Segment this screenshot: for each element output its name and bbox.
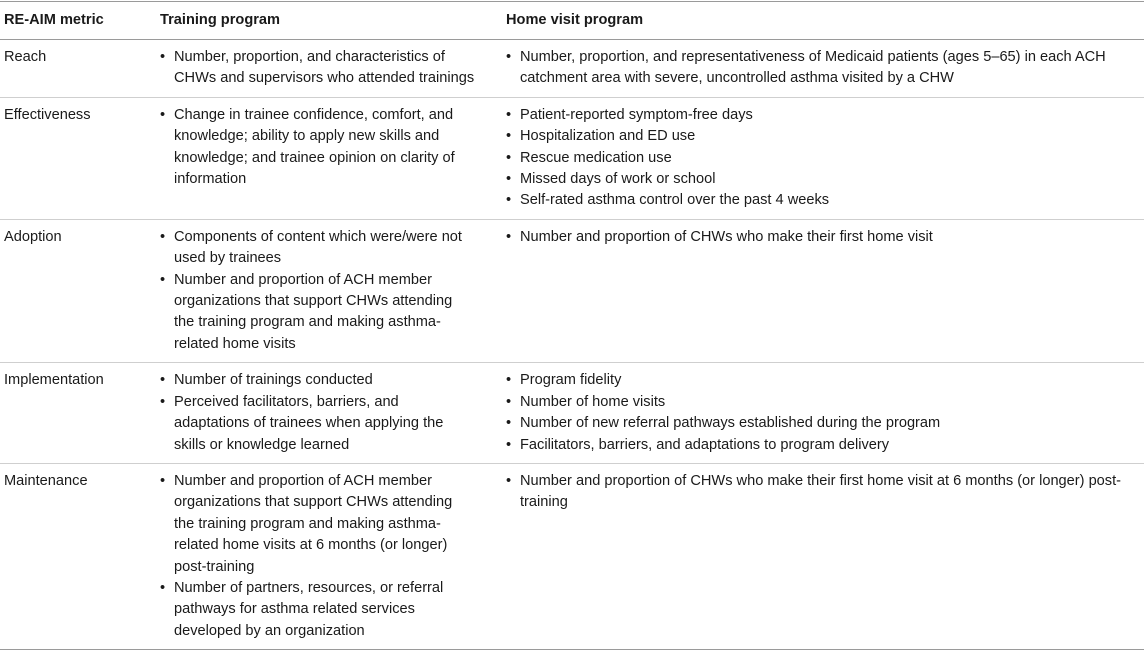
table-header-row	[0, 2, 1144, 40]
list-item: • Number of partners, resources, or referral pathways for asthma related services developed by an organization	[160, 578, 476, 642]
home-visit-cell	[506, 40, 1144, 97]
header-training-program: Training program	[160, 11, 281, 28]
training-cell	[160, 220, 506, 362]
training-cell	[160, 464, 506, 649]
home-visit-cell	[506, 98, 1144, 219]
list-item: • Number, proportion, and characteristics of CHWs and supervisors who attended trainings	[160, 47, 476, 90]
training-cell	[160, 98, 506, 219]
list-item: • Number and proportion of ACH member organizations that support CHWs attending the training program and making asthma-related home visits	[160, 270, 476, 356]
training-cell	[160, 363, 506, 463]
list-item: • Number of new referral pathways established during the program	[506, 413, 1124, 434]
list-item: • Change in trainee confidence, comfort, and knowledge; ability to apply new skills and knowledge; and trainee opinion on clarity of information	[160, 105, 476, 191]
table-row-implementation	[0, 363, 1144, 464]
list-item: • Number and proportion of ACH member organizations that support CHWs attending the training program and making asthma-related home visits at 6 months (or longer) post-training	[160, 471, 476, 578]
list-item: • Facilitators, barriers, and adaptations to program delivery	[506, 435, 1124, 456]
list-item: • Components of content which were/were not used by trainees	[160, 227, 476, 270]
list-item: • Missed days of work or school	[506, 169, 1124, 190]
table-row-reach	[0, 40, 1144, 98]
list-item: • Patient-reported symptom-free days	[506, 105, 1124, 126]
list-item: • Perceived facilitators, barriers, and adaptations of trainees when applying the skills or knowledge learned	[160, 392, 476, 456]
header-re-aim-metric: RE-AIM metric	[4, 11, 104, 28]
home-visit-cell	[506, 464, 1144, 649]
home-visit-cell	[506, 363, 1144, 463]
list-item: • Program fidelity	[506, 370, 1124, 391]
metric-cell: Adoption	[4, 228, 62, 245]
list-item: • Rescue medication use	[506, 148, 1124, 169]
table-row-maintenance	[0, 464, 1144, 649]
list-item: • Number and proportion of CHWs who make their first home visit	[506, 227, 1124, 248]
home-visit-cell	[506, 220, 1144, 362]
list-item: • Number and proportion of CHWs who make their first home visit at 6 months (or longer) post-training	[506, 471, 1124, 514]
header-home-visit-program: Home visit program	[506, 11, 644, 28]
metric-cell: Effectiveness	[4, 106, 91, 123]
metric-cell: Maintenance	[4, 472, 88, 489]
list-item: • Hospitalization and ED use	[506, 126, 1124, 147]
training-cell	[160, 40, 506, 97]
list-item: • Number of trainings conducted	[160, 370, 476, 391]
list-item: • Number, proportion, and representativeness of Medicaid patients (ages 5–65) in each ACH catchment area with severe, uncontrolled asthma visited by a CHW	[506, 47, 1124, 90]
table-row-effectiveness	[0, 98, 1144, 220]
table-row-adoption	[0, 220, 1144, 363]
metric-cell: Implementation	[4, 372, 104, 389]
list-item: • Number of home visits	[506, 392, 1124, 413]
re-aim-table	[0, 1, 1144, 650]
list-item: • Self-rated asthma control over the past 4 weeks	[506, 190, 1124, 211]
metric-cell: Reach	[4, 49, 47, 65]
